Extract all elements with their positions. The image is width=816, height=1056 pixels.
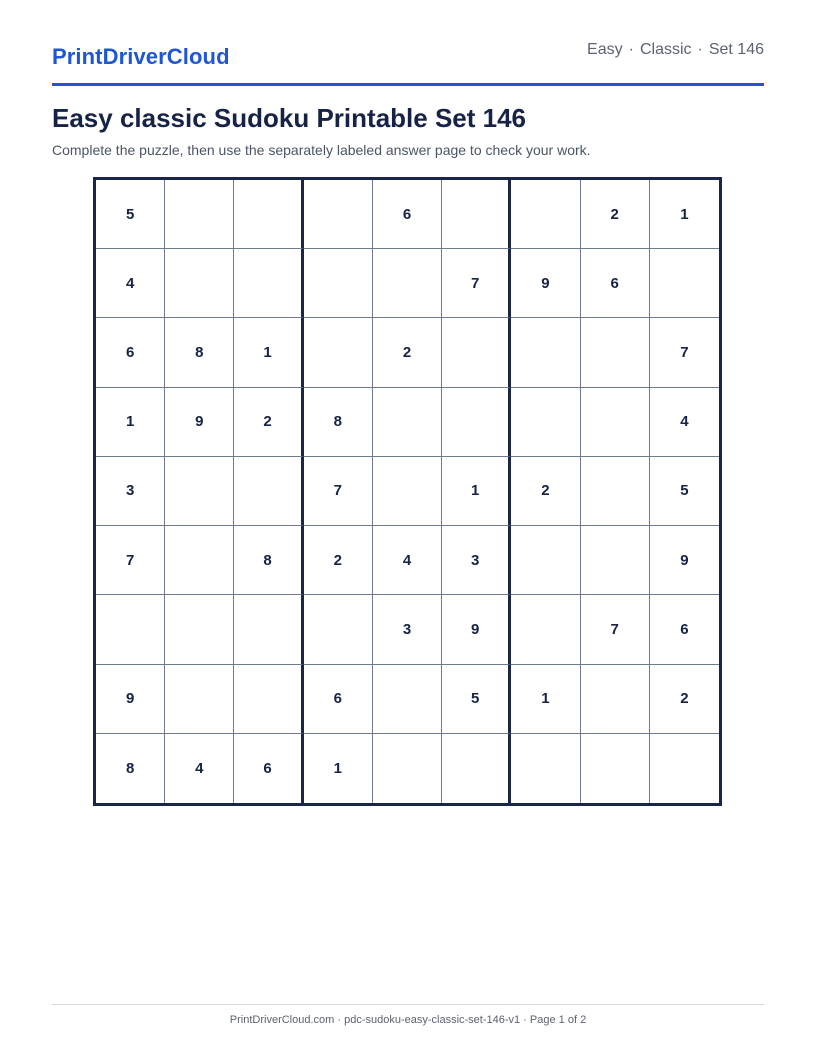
- sudoku-cell: [511, 180, 580, 249]
- sudoku-cell: [373, 249, 442, 318]
- sudoku-cell: [581, 665, 650, 734]
- sudoku-cell: 2: [304, 526, 373, 595]
- sudoku-cell: 6: [373, 180, 442, 249]
- sudoku-cell: 5: [650, 457, 719, 526]
- sudoku-cell: 4: [165, 734, 234, 803]
- sudoku-cell: 7: [650, 318, 719, 387]
- sudoku-cell: [581, 318, 650, 387]
- sudoku-cell: [511, 388, 580, 457]
- sudoku-cell: 7: [304, 457, 373, 526]
- sudoku-cell: 9: [650, 526, 719, 595]
- sudoku-cell: [650, 734, 719, 803]
- sudoku-cell: [96, 595, 165, 664]
- footer-divider: [52, 1004, 764, 1005]
- sudoku-cell: 4: [650, 388, 719, 457]
- sudoku-cell: 6: [96, 318, 165, 387]
- sudoku-cell: [511, 595, 580, 664]
- sudoku-cell: [511, 526, 580, 595]
- sudoku-cell: [165, 457, 234, 526]
- page-header: [52, 0, 764, 86]
- header-divider: [52, 83, 764, 86]
- sudoku-cell: 1: [304, 734, 373, 803]
- sudoku-cell: 5: [442, 665, 511, 734]
- sudoku-cell: 1: [442, 457, 511, 526]
- sudoku-cell: 9: [442, 595, 511, 664]
- sudoku-cell: 4: [96, 249, 165, 318]
- sudoku-cell: [304, 318, 373, 387]
- sudoku-cell: 2: [650, 665, 719, 734]
- sudoku-cell: 6: [650, 595, 719, 664]
- sudoku-cell: [581, 734, 650, 803]
- sudoku-cell: 9: [96, 665, 165, 734]
- sudoku-cell: 1: [650, 180, 719, 249]
- sudoku-cell: 5: [96, 180, 165, 249]
- sudoku-cell: [373, 388, 442, 457]
- sudoku-cell: 8: [165, 318, 234, 387]
- sudoku-cell: [304, 595, 373, 664]
- sudoku-cell: 8: [96, 734, 165, 803]
- sudoku-cell: [234, 665, 303, 734]
- page-footer: PrintDriverCloud.com · pdc-sudoku-easy-classic-set-146-v1 · Page 1 of 2: [229, 1014, 587, 1026]
- sudoku-cell: [165, 180, 234, 249]
- sudoku-cell: 9: [165, 388, 234, 457]
- sudoku-cell: 6: [234, 734, 303, 803]
- sudoku-cell: [165, 249, 234, 318]
- sudoku-cell: 4: [373, 526, 442, 595]
- sudoku-cell: [234, 457, 303, 526]
- sudoku-cell: 8: [304, 388, 373, 457]
- sudoku-cell: [165, 665, 234, 734]
- breadcrumb-difficulty: Easy: [587, 41, 623, 58]
- sudoku-cell: [234, 249, 303, 318]
- sudoku-cell: 1: [96, 388, 165, 457]
- sudoku-cell: [373, 734, 442, 803]
- sudoku-cell: [304, 249, 373, 318]
- sudoku-cell: 8: [234, 526, 303, 595]
- sudoku-cell: [442, 388, 511, 457]
- sudoku-cell: 2: [373, 318, 442, 387]
- sudoku-cell: 7: [581, 595, 650, 664]
- sudoku-cell: [442, 318, 511, 387]
- sudoku-cell: [650, 249, 719, 318]
- breadcrumb-separator: ·: [628, 41, 634, 58]
- breadcrumb: [587, 41, 764, 59]
- breadcrumb-set: Set 146: [708, 41, 764, 58]
- brand-logo: PrintDriverCloud: [52, 44, 230, 69]
- sudoku-cell: 2: [511, 457, 580, 526]
- sudoku-cell: [165, 526, 234, 595]
- sudoku-cell: [234, 595, 303, 664]
- sudoku-cell: [234, 180, 303, 249]
- sudoku-cell: [511, 318, 580, 387]
- sudoku-cell: [581, 457, 650, 526]
- sudoku-cell: [373, 665, 442, 734]
- sudoku-cell: [304, 180, 373, 249]
- sudoku-cell: 7: [442, 249, 511, 318]
- sudoku-cell: 3: [373, 595, 442, 664]
- sudoku-cell: [373, 457, 442, 526]
- sudoku-cell: [442, 180, 511, 249]
- sudoku-cell: 1: [234, 318, 303, 387]
- sudoku-cell: [581, 388, 650, 457]
- sudoku-cell: 6: [581, 249, 650, 318]
- sudoku-cell: 2: [234, 388, 303, 457]
- sudoku-cell: 2: [581, 180, 650, 249]
- sudoku-cell: 3: [442, 526, 511, 595]
- sudoku-cell: 9: [511, 249, 580, 318]
- sudoku-cell: [442, 734, 511, 803]
- sudoku-cell: 6: [304, 665, 373, 734]
- sudoku-cell: [165, 595, 234, 664]
- breadcrumb-separator: ·: [697, 41, 703, 58]
- sudoku-cell: [511, 734, 580, 803]
- sudoku-cell: 1: [511, 665, 580, 734]
- sudoku-cell: [581, 526, 650, 595]
- page-subtitle: Complete the puzzle, then use the separately labeled answer page to check your work.: [52, 142, 591, 158]
- sudoku-grid: [93, 177, 722, 806]
- sudoku-cell: 3: [96, 457, 165, 526]
- page-title: Easy classic Sudoku Printable Set 146: [52, 103, 527, 133]
- breadcrumb-style: Classic: [639, 41, 692, 58]
- sudoku-cell: 7: [96, 526, 165, 595]
